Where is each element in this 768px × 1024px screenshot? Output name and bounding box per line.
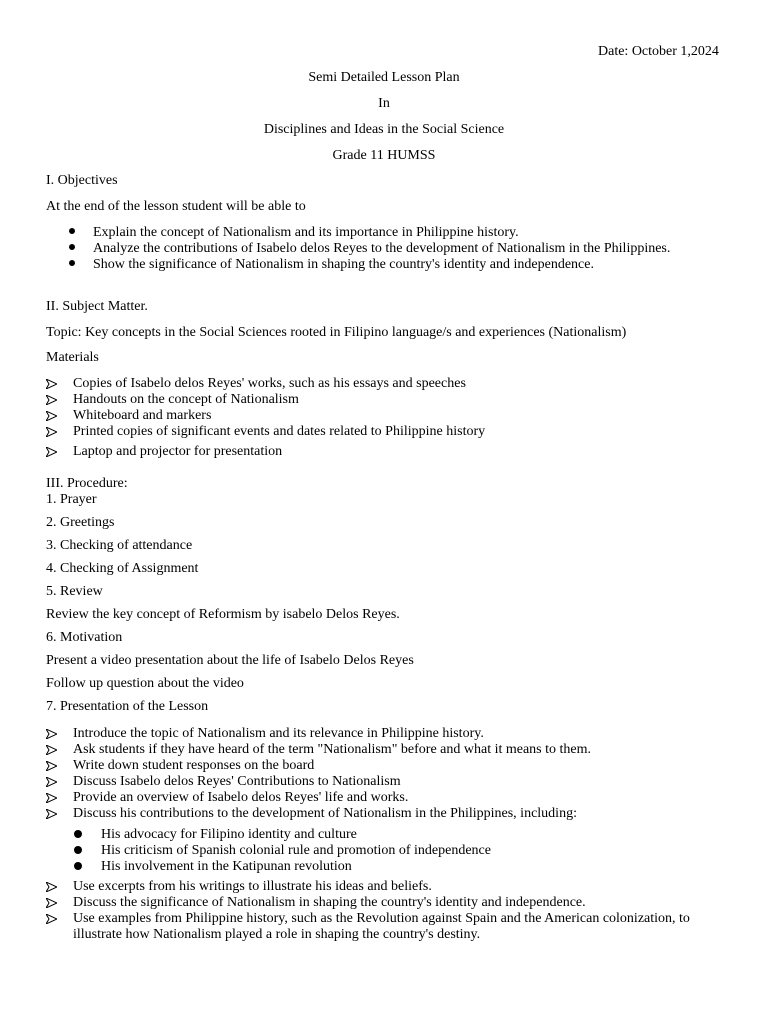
title-in: In (378, 96, 390, 111)
subject-matter-heading: II. Subject Matter. (46, 299, 148, 314)
material-item: Whiteboard and markers (73, 408, 212, 423)
arrow-bullet-icon (46, 882, 57, 892)
objective-item: Explain the concept of Nationalism and its importance in Philippine history. (93, 225, 519, 240)
presentation-item: Use excerpts from his writings to illustrate his ideas and beliefs. (73, 879, 432, 894)
objective-item: Analyze the contributions of Isabelo delos Reyes to the development of Nationalism in the Philippines. (93, 241, 671, 256)
contribution-item: His involvement in the Katipunan revolution (101, 859, 352, 874)
arrow-bullet-icon (46, 729, 57, 739)
presentation-item: Use examples from Philippine history, such as the Revolution against Spain and the American colonization, to illustrate how Nationalism played a role in shaping the country's destiny. (73, 911, 690, 942)
presentation-item: Ask students if they have heard of the term "Nationalism" before and what it means to them. (73, 742, 592, 757)
date-line: Date: October 1,2024 (598, 44, 719, 59)
procedure-step: 5. Review (46, 584, 103, 599)
arrow-bullet-icon (46, 898, 57, 908)
bullet-icon (74, 830, 82, 838)
procedure-step: 1. Prayer (46, 492, 97, 507)
material-item: Handouts on the concept of Nationalism (73, 392, 299, 407)
procedure-heading: III. Procedure: (46, 476, 128, 491)
contribution-item: His criticism of Spanish colonial rule and promotion of independence (101, 843, 491, 858)
arrow-bullet-icon (46, 777, 57, 787)
arrow-bullet-icon (46, 914, 57, 924)
bullet-icon (74, 846, 82, 854)
procedure-step: 4. Checking of Assignment (46, 561, 199, 576)
arrow-bullet-icon (46, 411, 57, 421)
arrow-bullet-icon (46, 447, 57, 457)
arrow-bullet-icon (46, 427, 57, 437)
review-text: Review the key concept of Reformism by isabelo Delos Reyes. (46, 607, 400, 622)
grade-level: Grade 11 HUMSS (332, 148, 436, 163)
arrow-bullet-icon (46, 745, 57, 755)
arrow-bullet-icon (46, 395, 57, 405)
presentation-item: Discuss Isabelo delos Reyes' Contributions to Nationalism (73, 774, 401, 789)
objectives-heading: I. Objectives (46, 173, 118, 188)
material-item: Printed copies of significant events and dates related to Philippine history (73, 424, 486, 439)
objectives-intro: At the end of the lesson student will be able to (46, 199, 306, 214)
procedure-step: 2. Greetings (46, 515, 115, 530)
materials-heading: Materials (46, 350, 99, 365)
topic-line: Topic: Key concepts in the Social Sciences rooted in Filipino language/s and experiences (Nationalism) (46, 325, 627, 340)
presentation-item: Provide an overview of Isabelo delos Reyes' life and works. (73, 790, 409, 805)
bullet-icon (69, 260, 75, 266)
presentation-item: Discuss his contributions to the development of Nationalism in the Philippines, including: (73, 806, 577, 821)
arrow-bullet-icon (46, 761, 57, 771)
motivation-heading: 6. Motivation (46, 630, 123, 645)
presentation-heading: 7. Presentation of the Lesson (46, 699, 209, 714)
presentation-item: Introduce the topic of Nationalism and its relevance in Philippine history. (73, 726, 484, 741)
motivation-line: Present a video presentation about the life of Isabelo Delos Reyes (46, 653, 414, 668)
arrow-bullet-icon (46, 379, 57, 389)
bullet-icon (69, 228, 75, 234)
material-item: Copies of Isabelo delos Reyes' works, such as his essays and speeches (73, 376, 466, 391)
arrow-bullet-icon (46, 809, 57, 819)
presentation-item: Write down student responses on the board (73, 758, 315, 773)
material-item: Laptop and projector for presentation (73, 444, 283, 459)
objective-item: Show the significance of Nationalism in shaping the country's identity and independence. (93, 257, 594, 272)
bullet-icon (69, 244, 75, 250)
arrow-bullet-icon (46, 793, 57, 803)
motivation-line: Follow up question about the video (46, 676, 244, 691)
presentation-item: Discuss the significance of Nationalism in shaping the country's identity and independence. (73, 895, 586, 910)
document-title: Semi Detailed Lesson Plan (308, 70, 460, 85)
contribution-item: His advocacy for Filipino identity and culture (101, 827, 357, 842)
subject-title: Disciplines and Ideas in the Social Science (263, 122, 505, 137)
procedure-step: 3. Checking of attendance (46, 538, 193, 553)
bullet-icon (74, 862, 82, 870)
